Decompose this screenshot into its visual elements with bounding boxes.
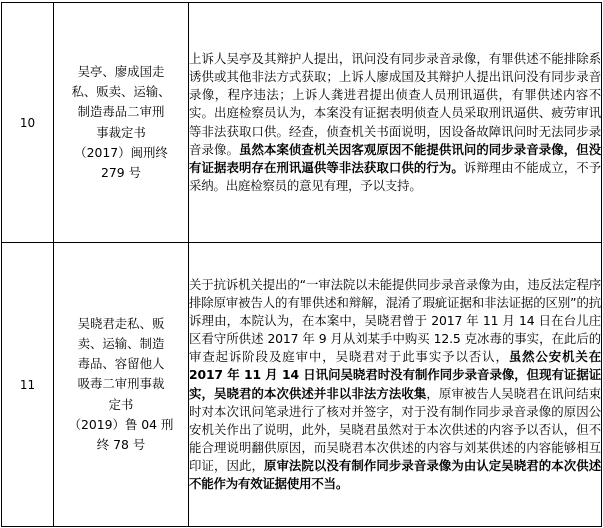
case-name-line: 卖、运输、制造 xyxy=(77,335,165,351)
case-name-line: 吴晓君走私、贩 xyxy=(77,315,165,331)
reasoning-segment: 上诉人吴亭及其辩护人提出，讯问没有同步录音录像，有罪供述不能排除系诱供或其他非法方式获取；上诉人廖成国及其辩护人提出讯问没有同步录音录像，程序违法；上诉人龚进君提出侦查人员刑讯逼供，有罪供述内容不实。出庭检察员认为，本案没有证据表明侦查人员采取刑讯逼供、疲劳审讯等非法获取口供。经查，侦查机关书面说明，因设备故障讯问时无法同步录音录像。 xyxy=(189,51,601,157)
reasoning-segment: ，原审被告人吴晓君在讯问结束时对本次讯问笔录进行了核对并签字，对于没有制作同步录音录像的原因公安机关作出了说明，此外，吴晓君虽然对于本次供述的内容予以否认，但不能合理说明翻供原因，而吴晓君本次供述的内容与刘某供述的内容能够相互印证，因此， xyxy=(189,385,601,473)
table-row xyxy=(2,243,602,527)
case-name-line: 事裁定书 xyxy=(96,124,146,140)
table-row xyxy=(2,3,602,243)
case-name-line: 私、贩卖、运输、 xyxy=(71,84,171,100)
case-name-line: 制造毒品二审刑 xyxy=(77,104,165,120)
case-name-line: 终 78 号 xyxy=(96,437,146,452)
case-name-line: 定书 xyxy=(108,396,134,412)
case-name-line: （2017）闽刑终 xyxy=(74,144,168,160)
case-name-line: 吸毒二审刑事裁 xyxy=(77,376,165,392)
row-number: 11 xyxy=(2,243,54,527)
reasoning-text xyxy=(189,243,602,527)
case-name-line: 吴亭、廖成国走 xyxy=(77,63,165,79)
case-name-line: 毒品、容留他人 xyxy=(77,356,165,372)
row-number: 10 xyxy=(2,3,54,243)
case-table xyxy=(1,2,602,527)
reasoning-emphasis: 原审法院以没有制作同步录音录像为由认定吴晓君的本次供述不能作为有效证据使用不当。 xyxy=(189,457,601,491)
reasoning-text xyxy=(189,3,602,243)
case-name xyxy=(54,3,189,243)
case-name xyxy=(54,243,189,527)
reasoning-emphasis: 虽然本案侦查机关因客观原因不能提供讯问的同步录音录像，但没有证据表明存在刑讯逼供等非法获取口供的行为。 xyxy=(189,141,601,175)
reasoning-segment: 诉辩理由不能成立，不予采纳。出庭检察员的意见有理，予以支持。 xyxy=(189,159,601,193)
reasoning-emphasis: 虽然公安机关在 2017 年 11 月 14 日讯问吴晓君时没有制作同步录音录像，但现有证据证实，吴晓君的本次供述并非以非法方法收集 xyxy=(189,349,602,401)
case-name-line: 279 号 xyxy=(101,164,141,180)
case-name-line: （2019）鲁 04 刑 xyxy=(68,416,174,432)
reasoning-segment: 关于抗诉机关提出的“一审法院以未能提供同步录音录像为由，违反法定程序排除原审被告人的有罪供述和辩解，混淆了瑕疵证据和非法证据的区别”的抗诉理由，本院认为，在本案中，吴晓君曾于 2017 年 11 月 14 日在台儿庄区看守所供述 2017 年 9 月从刘某手中购买 12.5 克冰毒的事实，在此后的审查起诉阶段及庭审中，吴晓君对于此事实予以否认， xyxy=(189,276,601,365)
